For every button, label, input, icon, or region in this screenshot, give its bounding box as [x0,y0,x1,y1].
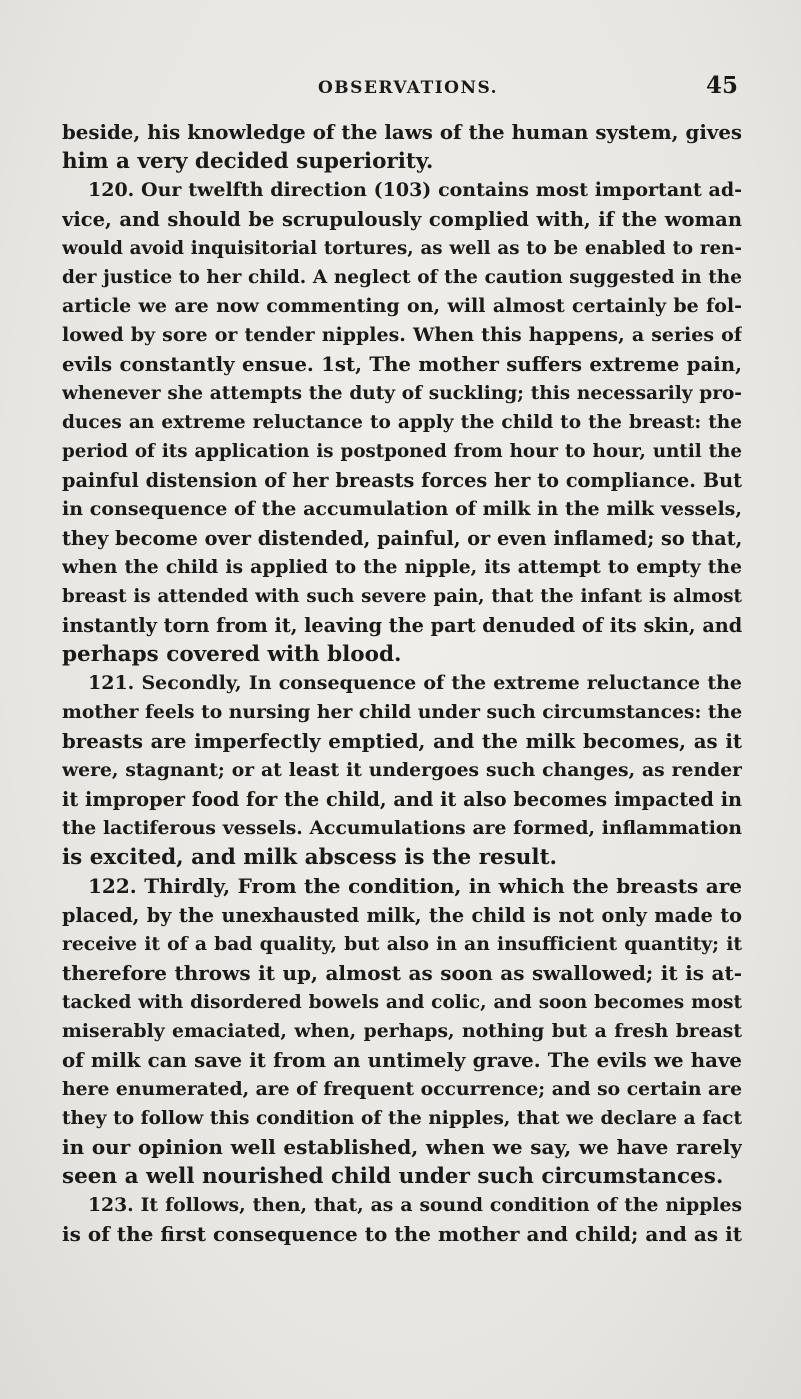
text-line: the lactiferous vessels. Accumulations are formed, inflammation [62,817,742,839]
text-line: tacked with disordered bowels and colic, and soon becomes most [62,992,742,1013]
text-line: article we are now commenting on, will almost certainly be fol- [62,295,742,317]
text-line: him a very decided superiority. [62,149,434,174]
text-line: it improper food for the child, and it also becomes impacted in [62,788,742,811]
text-line: of milk can save it from an untimely grave. The evils we have [62,1048,742,1072]
text-line: breasts are imperfectly emptied, and the milk becomes, as it [62,729,742,753]
text-line: here enumerated, are of frequent occurrence; and so certain are [62,1078,742,1100]
text-line: seen a well nourished child under such circumstances. [62,1164,724,1189]
text-line: miserably emaciated, when, perhaps, nothing but a fresh breast [62,1020,742,1042]
text-line: breast is attended with such severe pain, that the infant is almost [62,586,742,607]
text-line: receive it of a bad quality, but also in an insufficient quantity; it [62,933,742,955]
text-line: they to follow this condition of the nipples, that we declare a fact [62,1108,742,1129]
text-line: would avoid inquisitorial tortures, as well as to be enabled to ren- [62,238,742,259]
text-line: whenever she attempts the duty of suckling; this necessarily pro- [62,383,742,404]
text-line: in consequence of the accumulation of milk in the milk vessels, [62,498,742,520]
text-line: perhaps covered with blood. [62,642,402,667]
text-line: placed, by the unexhausted milk, the child is not only made to [62,904,742,927]
text-line: beside, his knowledge of the laws of the human system, gives [62,120,742,144]
text-line: der justice to her child. A neglect of the caution suggested in the [62,267,742,288]
text-line: evils constantly ensue. 1st, The mother suffers extreme pain, [62,352,742,376]
text-line: painful distension of her breasts forces her to compliance. But [62,469,742,492]
text-line: mother feels to nursing her child under such circumstances: the [62,701,742,723]
paragraph-120-start: 120. Our twelfth direction (103) contains most important ad- [88,179,742,201]
text-line: they become over distended, painful, or even inflamed; so that, [62,527,742,550]
text-line: were, stagnant; or at least it undergoes such changes, as render [62,759,742,781]
text-line: is of the first consequence to the mother and child; and as it [62,1222,742,1246]
text-line: in our opinion well established, when we say, we have rarely [62,1135,742,1159]
text-line: lowed by sore or tender nipples. When this happens, a series of [62,324,742,346]
page-number: 45 [705,72,738,99]
text-line: period of its application is postponed from hour to hour, until the [62,441,742,462]
text-line: when the child is applied to the nipple, its attempt to empty the [62,556,742,578]
text-line: instantly torn from it, leaving the part denuded of its skin, and [62,614,742,637]
paragraph-121-start: 121. Secondly, In consequence of the extreme reluctance the [88,672,742,694]
text-line: therefore throws it up, almost as soon as swallowed; it is at- [62,961,742,985]
text-line: duces an extreme reluctance to apply the child to the breast: the [62,412,742,433]
text-line: is excited, and milk abscess is the result. [62,845,558,870]
paragraph-122-start: 122. Thirdly, From the condition, in which the breasts are [88,874,742,898]
paragraph-123-start: 123. It follows, then, that, as a sound condition of the nipples [88,1194,742,1216]
running-title: OBSERVATIONS. [318,78,499,98]
body-text [62,118,742,1249]
text-line: vice, and should be scrupulously complied with, if the woman [62,208,742,231]
page-header [60,72,740,106]
